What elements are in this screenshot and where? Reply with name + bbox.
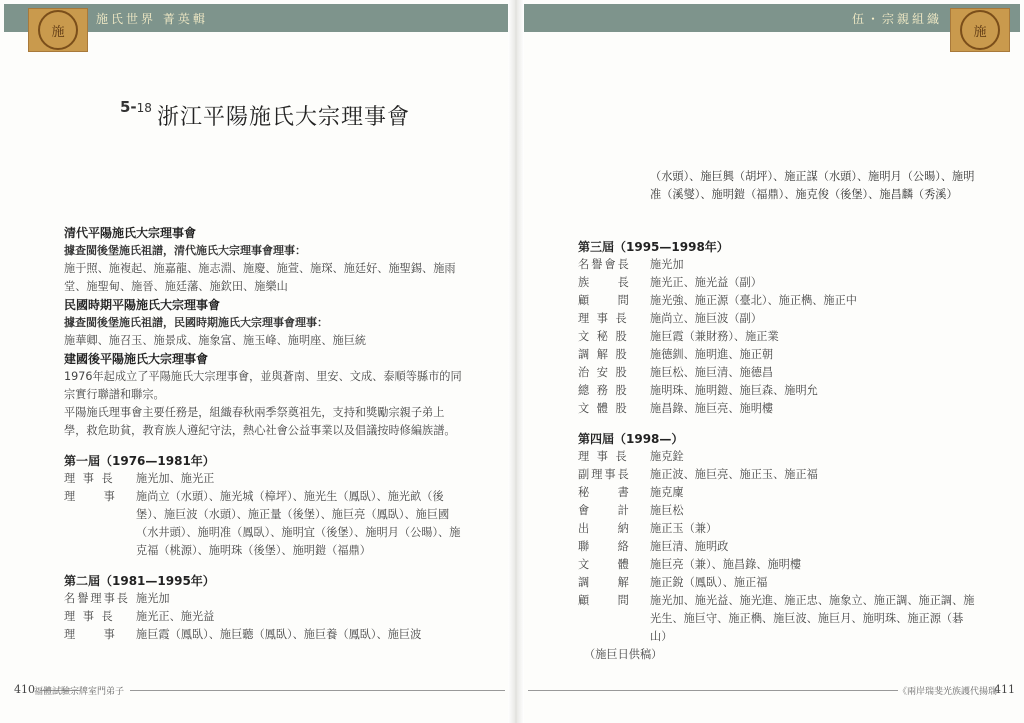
term-heading: 第一屆（1976—1981年）	[64, 454, 215, 468]
section-intro: 據查閩後堡施氏祖譜，清代施氏大宗理事會理事：	[64, 244, 306, 257]
right-body	[578, 238, 980, 664]
officer-names: 施光正、施光益（副）	[650, 276, 762, 289]
officer-title: 名譽會長	[578, 258, 631, 271]
officer-names: 施巨松、施巨清、施德昌	[650, 366, 774, 379]
left-page-number: 410	[14, 683, 35, 696]
officer-title: 文 體 股	[578, 402, 629, 415]
officer-row	[578, 538, 980, 556]
officer-names: 施昌錄、施巨亮、施明樓	[650, 402, 774, 415]
officer-title: 文 體	[578, 558, 631, 571]
officer-names: 施光加	[650, 258, 684, 271]
officer-names: 施巨清、施明政	[650, 540, 729, 553]
officer-names: 施克廩	[650, 486, 684, 499]
officer-row	[578, 448, 980, 466]
officer-title: 理 事 長	[578, 450, 629, 463]
officer-title: 顧 問	[578, 294, 631, 307]
officer-names: 施尚立、施巨波（副）	[650, 312, 762, 325]
officer-row	[578, 520, 980, 538]
officer-row	[578, 574, 980, 592]
officer-title: 顧 問	[578, 594, 631, 607]
right-page-number: 411	[994, 683, 1015, 696]
officer-names: 施巨亮（兼）、施昌錄、施明樓	[650, 558, 802, 571]
officer-title: 理 事	[64, 490, 117, 503]
officer-row	[578, 382, 980, 400]
officer-row	[578, 310, 980, 328]
right-footer-rule-long	[528, 690, 898, 691]
officer-title: 副理事長	[578, 468, 631, 481]
right-header-band	[524, 4, 1020, 32]
officer-row	[64, 626, 464, 644]
officer-title: 族 長	[578, 276, 631, 289]
officer-title: 理 事 長	[64, 610, 115, 623]
section-number: 5-18	[120, 98, 152, 116]
officer-row	[578, 502, 980, 520]
section-intro: 據查閩後堡施氏祖譜，民國時期施氏大宗理事會理事：	[64, 316, 328, 329]
officer-names: 施尚立（水頭）、施光城（樟坪）、施光生（鳳臥）、施光畝（後堡）、施巨波（水頭）、施正量（後堡）、施巨亮（鳳臥）、施巨國（水井頭）、施明准（鳳臥）、施明宜（後堡）、施明月（公暘）、施克福（桃源）、施明珠（後堡）、施明鎧（福鼎）	[136, 490, 461, 557]
officer-names: 施正波、施巨亮、施正玉、施正福	[650, 468, 818, 481]
officer-row	[578, 400, 980, 418]
officer-row	[64, 590, 464, 608]
officer-title: 聯 絡	[578, 540, 631, 553]
term-heading: 第四屆（1998—）	[578, 432, 684, 446]
officer-title: 文 秘 股	[578, 330, 629, 343]
officer-title: 總 務 股	[578, 384, 629, 397]
officer-title: 調 解	[578, 576, 631, 589]
officer-row	[578, 556, 980, 574]
page-title: 浙江平陽施氏大宗理事會	[157, 105, 411, 130]
officer-row	[578, 328, 980, 346]
officer-names: 施明珠、施明鎧、施巨森、施明允	[650, 384, 818, 397]
officer-title: 名譽理事長	[64, 592, 130, 605]
term-heading: 第三屆（1995—1998年）	[578, 240, 729, 254]
officer-names: 施正銳（鳳臥）、施正福	[650, 576, 768, 589]
officer-row	[578, 466, 980, 484]
paragraph: 1976年起成立了平陽施氏大宗理事會，並與蒼南、里安、文成、泰順等縣市的同宗實行聯譜和聯宗。	[64, 370, 462, 401]
right-footer-text: 《兩岸瑞斐光族護代揚瑞	[898, 687, 998, 697]
officer-names: 施光強、施正源（臺北）、施正檇、施正中	[650, 294, 857, 307]
officer-names: 施克銓	[650, 450, 684, 463]
officer-names: 施巨霞（兼財務）、施正業	[650, 330, 779, 343]
officer-title: 會 計	[578, 504, 631, 517]
section-heading: 建國後平陽施氏大宗理事會	[64, 352, 209, 366]
book-gutter	[508, 0, 524, 723]
left-running-header: 施氏世界 菁英輯	[96, 12, 208, 26]
left-logo-icon: 施	[28, 8, 88, 52]
officer-row	[578, 274, 980, 292]
section-heading: 民國時期平陽施氏大宗理事會	[64, 298, 221, 312]
officer-title: 秘 書	[578, 486, 631, 499]
continuation-text: （水頭）、施巨興（胡坪）、施正謀（水頭）、施明月（公暘）、施明准（溪燮）、施明鎧（福鼎）、施克俊（後堡）、施昌麟（秀溪）	[650, 170, 975, 201]
officer-row	[64, 608, 464, 626]
officer-title: 調 解 股	[578, 348, 629, 361]
member-list: 施于照、施複起、施嘉龍、施志淵、施慶、施萱、施琛、施廷好、施聖錫、施雨堂、施聖甸、施晉、施廷藩、施欽田、施樂山	[64, 262, 456, 293]
right-running-header: 伍・宗親組織	[852, 12, 943, 26]
officer-row	[64, 470, 464, 488]
officer-names: 施光正、施光益	[136, 610, 215, 623]
officer-names: 施巨松	[650, 504, 684, 517]
officer-title: 治 安 股	[578, 366, 629, 379]
officer-title: 理 事 長	[578, 312, 629, 325]
left-footer-text: 福體試驗宗牌室門弟子	[34, 687, 125, 697]
officer-row	[578, 484, 980, 502]
officer-row	[578, 346, 980, 364]
left-footer-rule-long	[130, 690, 505, 691]
officer-title: 出 納	[578, 522, 631, 535]
officer-title: 理 事 長	[64, 472, 115, 485]
officer-row	[578, 292, 980, 310]
officer-names: 施光加、施光益、施光進、施正忠、施象立、施正調、施正調、施光生、施巨守、施正檇、施巨波、施巨月、施明珠、施正源（碁山）	[650, 594, 975, 643]
officer-row	[578, 256, 980, 274]
source-note: （施巨日供稿）	[584, 648, 663, 661]
officer-names: 施正玉（兼）	[650, 522, 718, 535]
officer-names: 施光加	[136, 592, 170, 605]
section-heading: 清代平陽施氏大宗理事會	[64, 226, 197, 240]
officer-row	[578, 364, 980, 382]
left-body	[64, 224, 464, 644]
right-logo-icon: 施	[950, 8, 1010, 52]
term-heading: 第二屆（1981—1995年）	[64, 574, 215, 588]
officer-names: 施德釧、施明進、施正朝	[650, 348, 774, 361]
officer-row	[578, 592, 980, 646]
officer-row	[64, 488, 464, 560]
officer-names: 施光加、施光正	[136, 472, 215, 485]
officer-title: 理 事	[64, 628, 117, 641]
officer-names: 施巨霞（鳳臥）、施巨聽（鳳臥）、施巨養（鳳臥）、施巨波	[136, 628, 422, 641]
member-list: 施華卿、施召玉、施景成、施象富、施玉峰、施明座、施巨統	[64, 334, 367, 347]
paragraph: 平陽施氏理事會主要任務是，組織春秋兩季祭奠祖先，支持和獎勵宗親子弟上學，救危助貧，教育族人遵紀守法，熱心社會公益事業以及倡議按時修編族譜。	[64, 406, 456, 437]
